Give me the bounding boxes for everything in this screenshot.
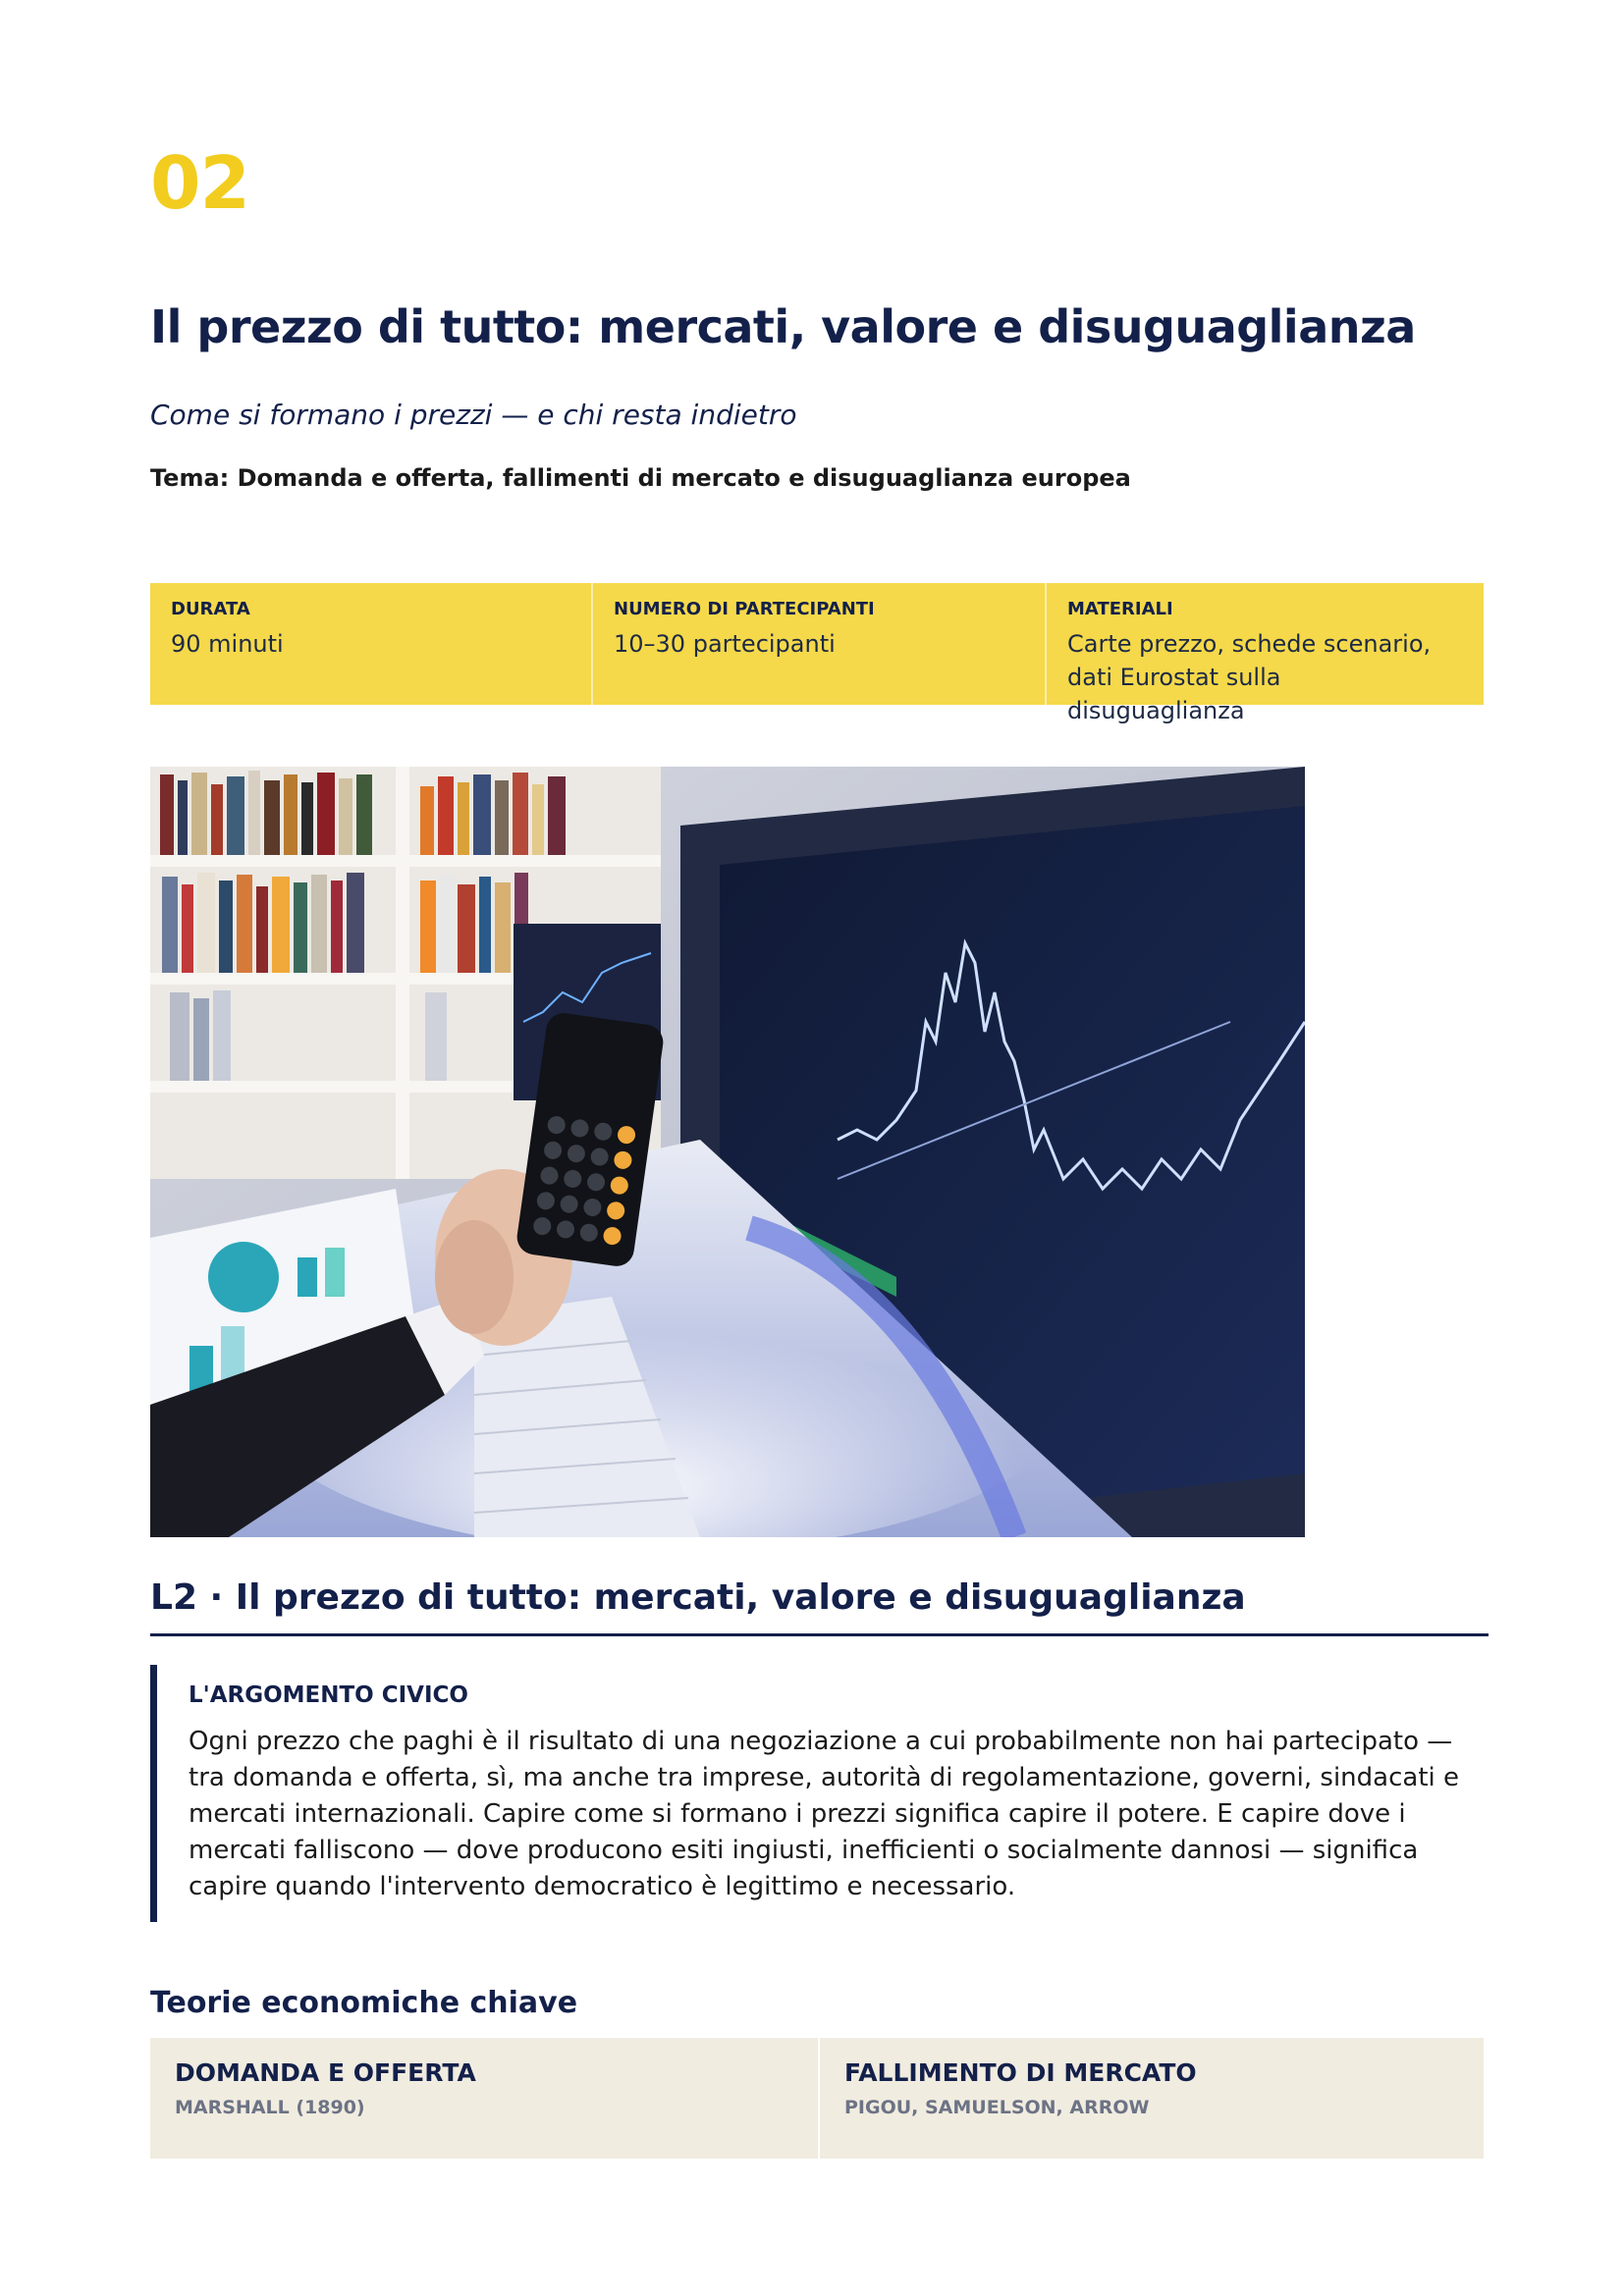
theory-name: FALLIMENTO DI MERCATO bbox=[844, 2058, 1197, 2087]
section-title: L2 · Il prezzo di tutto: mercati, valore e disuguaglianza bbox=[150, 1577, 1489, 1636]
theories-table bbox=[150, 2038, 1484, 2159]
info-materials bbox=[1045, 583, 1484, 725]
info-value: 10–30 partecipanti bbox=[614, 630, 836, 658]
civic-label: L'ARGOMENTO CIVICO bbox=[189, 1682, 468, 1708]
theory-name: DOMANDA E OFFERTA bbox=[175, 2058, 476, 2087]
theory-card bbox=[818, 2038, 1484, 2159]
page-title: Il prezzo di tutto: mercati, valore e disuguaglianza bbox=[150, 300, 1416, 353]
page-subtitle: Come si formano i prezzi — e chi resta indietro bbox=[150, 399, 797, 431]
civic-argument-box bbox=[150, 1665, 1486, 1922]
hero-photo bbox=[150, 767, 1305, 1537]
info-label: MATERIALI bbox=[1067, 599, 1173, 619]
info-value: Carte prezzo, schede scenario, dati Eurostat sulla disuguaglianza bbox=[1067, 630, 1432, 725]
info-value: 90 minuti bbox=[171, 630, 284, 658]
lesson-theme: Tema: Domanda e offerta, fallimenti di mercato e disuguaglianza europea bbox=[150, 464, 1131, 492]
theory-author: PIGOU, SAMUELSON, ARROW bbox=[844, 2097, 1150, 2118]
civic-text: Ogni prezzo che paghi è il risultato di una negoziazione a cui probabilmente non hai partecipato — tra domanda e offerta, sì, ma anche tra imprese, autorità di regolamentazione, governi, sindacati e mercati internazionali. Capire come si formano i prezzi significa capire il potere. E capire dove i mercati falliscono — dove producono esiti ingiusti, inefficienti o socialmente dannosi — significa capire quando l'intervento democratico è legittimo e necessario. bbox=[189, 1727, 1459, 1901]
info-participants bbox=[591, 583, 1045, 705]
theory-author: MARSHALL (1890) bbox=[175, 2097, 365, 2118]
lesson-info-band bbox=[150, 583, 1484, 725]
theories-title: Teorie economiche chiave bbox=[150, 1986, 578, 2020]
theory-card bbox=[150, 2038, 818, 2159]
info-label: DURATA bbox=[171, 599, 250, 619]
lesson-number: 02 bbox=[150, 141, 249, 226]
info-label: NUMERO DI PARTECIPANTI bbox=[614, 599, 875, 619]
info-duration bbox=[150, 583, 591, 705]
